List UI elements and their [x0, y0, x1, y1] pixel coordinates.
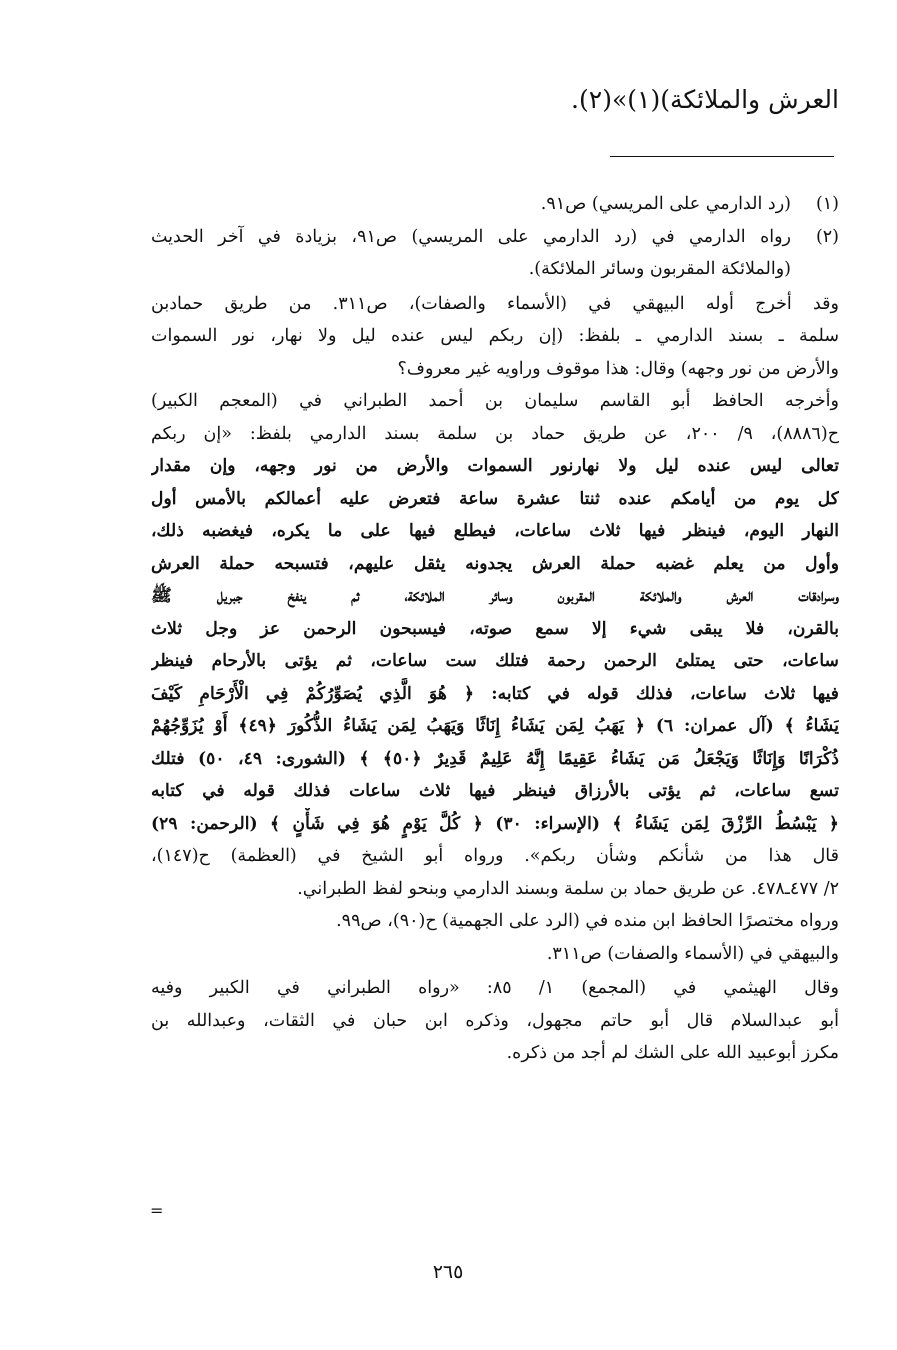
hadith-line: تسع ساعات، ثم يؤتى بالأرزاق فينظر فيها ثلاث ساعات فذلك قوله في كتابه: [151, 781, 839, 801]
quran-verse-line: يَشَاءُ ﴾ (آل عمران: ٦) ﴿ يَهَبُ لِمَن يَشَاءُ إِنَاثًا وَيَهَبُ لِمَن يَشَاءُ الذُّكُورَ ﴿٤٩﴾ أَوْ يُزَوِّجُهُمْ: [151, 716, 839, 736]
main-text-line: العرش والملائكة)(١)»(٢).: [571, 85, 839, 114]
hadith-quote-paragraph: [151, 450, 839, 840]
hadith-line: بالقرن، فلا يبقى شيء إلا سمع صوته، فيسبحون الرحمن عز وجل ثلاث: [151, 618, 839, 639]
footnote-line: والبيهقي في (الأسماء والصفات) ص٣١١.: [546, 943, 839, 964]
footnote-line: ح(٨٨٨٦)، ٩/ ٢٠٠، عن طريق حماد بن سلمة بسند الدارمي بلفظ: «إن ربكم: [151, 423, 839, 444]
footnote-line: ورواه مختصرًا الحافظ ابن منده في (الرد على الجهمية) ح(٩٠)، ص٩٩.: [336, 911, 839, 931]
footnote-line: قال هذا من شأنكم وشأن ربكم». ورواه أبو الشيخ في (العظمة) ح(١٤٧)،: [151, 846, 839, 866]
hadith-line: فيها ثلاث ساعات، فذلك قوله في كتابه: ﴿ هُوَ الَّذِي يُصَوِّرُكُمْ فِي الْأَرْحَامِ كَيْفَ: [151, 683, 839, 704]
hadith-line: ساعات، حتى يمتلئ الرحمن رحمة فتلك ست ساعات، ثم يؤتى بالأرحام فينظر: [151, 651, 839, 671]
quran-verse-line: ﴿ يَبْسُطُ الرِّزْقَ لِمَن يَشَاءُ ﴾ (الإسراء: ٣٠) ﴿ كُلَّ يَوْمٍ هُوَ فِي شَأْنٍ ﴾ (الرحمن: ٢٩): [151, 813, 839, 834]
footnote-2: [151, 221, 839, 286]
footnote-paragraph-1: [151, 288, 839, 386]
footnotes-section: [151, 188, 839, 1070]
hadith-line: النهار اليوم، فينظر فيها ثلاث ساعات، فيطلع فيها على ما يكره، فيغضبه ذلك،: [151, 521, 839, 541]
footnote-line: والأرض من نور وجهه) وقال: هذا موقوف وراويه غير معروف؟: [397, 358, 839, 379]
quran-verse-line: ذُكْرَانًا وَإِنَاثًا وَيَجْعَلُ مَن يَشَاءُ عَقِيمًا إِنَّهُ عَلِيمٌ قَدِيرٌ ﴿٥٠﴾ ﴾ (الشورى: ٤٩، ٥٠) فتلك: [151, 748, 839, 769]
footnote-line: ٢/ ٤٧٧ـ٤٧٨. عن طريق حماد بن سلمة وبسند الدارمي وبنحو لفظ الطبراني.: [297, 878, 839, 899]
footnote-line: مكرز أبوعبيد الله على الشك لم أجد من ذكره.: [506, 1043, 839, 1063]
footnote-paragraph-3: [151, 840, 839, 970]
footnote-line: (والملائكة المقربون وسائر الملائكة).: [528, 259, 791, 279]
hadith-line: وسرادقات العرش والملائكة المقربون وسائر الملائكة، ثم ينفخ جبريل ﷺ: [151, 586, 839, 606]
footnote-paragraph-4: [151, 972, 839, 1070]
hadith-line: وأول من يعلم غضبه حملة العرش يجدونه يثقل عليهم، فتسبحه حملة العرش: [151, 553, 839, 574]
hadith-line: كل يوم من أيامكم عنده ثنتا عشرة ساعة فتعرض عليه أعمالكم بالأمس أول: [151, 488, 839, 509]
footnote-line: رواه الدارمي في (رد الدارمي على المريسي) ص٩١، بزيادة في آخر الحديث: [151, 226, 791, 247]
footnote-line: سلمة ـ بسند الدارمي ـ بلفظ: (إن ربكم ليس عنده ليل ولا نهار، نور السموات: [151, 326, 839, 346]
page-number: ٢٦٥: [432, 1261, 464, 1283]
footnote-number: (٢): [815, 226, 839, 247]
footnote-1: [151, 188, 839, 221]
stray-mark: =: [150, 1201, 164, 1220]
footnote-line: أبو عبدالسلام قال أبو حاتم مجهول، وذكره ابن حبان في الثقات، وعبدالله بن: [151, 1010, 839, 1031]
footnote-line: (رد الدارمي على المريسي) ص٩١.: [540, 194, 791, 214]
footnote-paragraph-2: [151, 385, 839, 450]
footnote-line: وقد أخرج أوله البيهقي في (الأسماء والصفات)، ص٣١١. من طريق حمادبن: [151, 293, 839, 314]
footnote-separator: [610, 156, 834, 157]
hadith-line: تعالى ليس عنده ليل ولا نهارنور السموات والأرض من نور وجهه، وإن مقدار: [151, 456, 839, 476]
footnote-line: وأخرجه الحافظ أبو القاسم سليمان بن أحمد الطبراني في (المعجم الكبير): [151, 391, 839, 411]
footnote-number: (١): [815, 194, 839, 214]
footnote-line: وقال الهيثمي في (المجمع) ١/ ٨٥: «رواه الطبراني في الكبير وفيه: [151, 978, 839, 998]
